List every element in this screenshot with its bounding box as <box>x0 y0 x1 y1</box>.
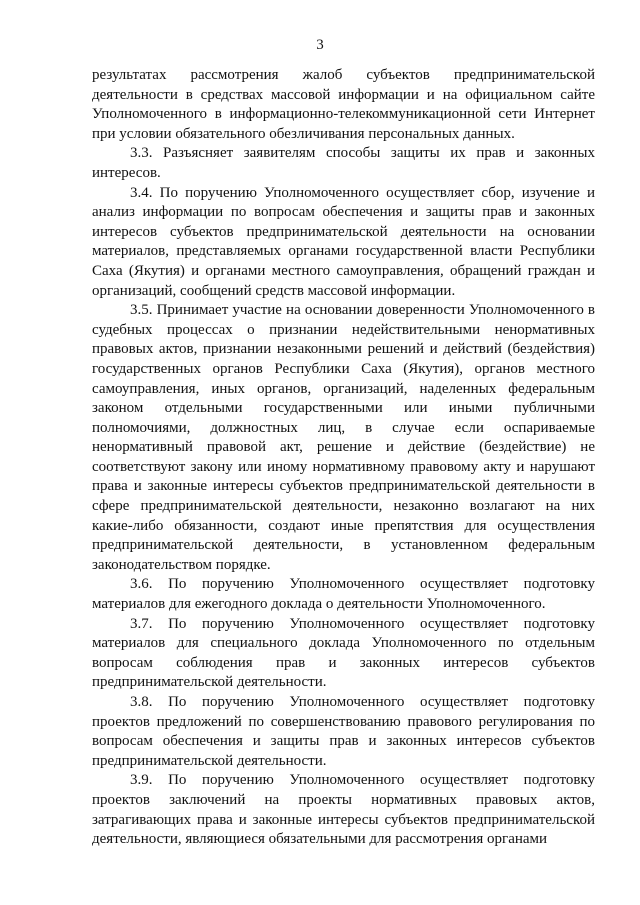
paragraph-3-2-continuation: результатах рассмотрения жалоб субъектов предпринимательской деятельности в средствах массовой информации и на официальном сайте Уполномоченного в информационно-телекоммуникационной сети Интернет при условии обязательного обезличивания персональных данных. <box>92 67 595 142</box>
paragraph-3-3: 3.3. Разъясняет заявителям способы защиты их прав и законных интересов. <box>92 145 595 181</box>
paragraph-3-7: 3.7. По поручению Уполномоченного осуществляет подготовку материалов для специального доклада Уполномоченного по отдельным вопросам соблюдения прав и законных интересов субъектов предпринимательской деятельности. <box>92 615 595 691</box>
page-number: 3 <box>316 37 324 53</box>
paragraph-3-5: 3.5. Принимает участие на основании доверенности Уполномоченного в судебных процессах о признании недействительными ненормативных правовых актов, признании незаконными решений и действий (бездействия) государственных органов Республики Саха (Якутия), органов местного самоуправления, иных органов, организаций, наделенных федеральным законом отдельными государственными или иными публичными полномочиями, должностных лиц, в случае если оспариваемые ненормативный правовой акт, решение и действие (бездействие) не соответствуют закону или иному нормативному правовому акту и нарушают права и законные интересы субъектов предпринимательской деятельности в сфере предпринимательской деятельности, незаконно возлагают на них какие-либо обязанности, создают иные препятствия для осуществления предпринимательской деятельности, в установленном федеральным законодательством порядке. <box>92 302 595 573</box>
paragraph-3-9: 3.9. По поручению Уполномоченного осуществляет подготовку проектов заключений на проекты нормативных правовых актов, затрагивающих права и законные интересы субъектов предпринимательской деятельности, являющиеся обязательными для рассмотрения органами <box>92 772 595 848</box>
paragraph-3-8: 3.8. По поручению Уполномоченного осуществляет подготовку проектов предложений по совершенствованию правового регулирования по вопросам обеспечения и защиты прав и законных интересов субъектов предпринимательской деятельности. <box>92 694 595 769</box>
paragraph-3-4: 3.4. По поручению Уполномоченного осуществляет сбор, изучение и анализ информации по вопросам обеспечения и защиты прав и законных интересов субъектов предпринимательской деятельности на основании материалов, представляемых органами государственной власти Республики Саха (Якутия) и органами местного самоуправления, обращений граждан и организаций, сообщений средств массовой информации. <box>92 184 595 299</box>
document-body <box>92 66 595 850</box>
paragraph-3-6: 3.6. По поручению Уполномоченного осуществляет подготовку материалов для ежегодного доклада о деятельности Уполномоченного. <box>92 576 595 613</box>
